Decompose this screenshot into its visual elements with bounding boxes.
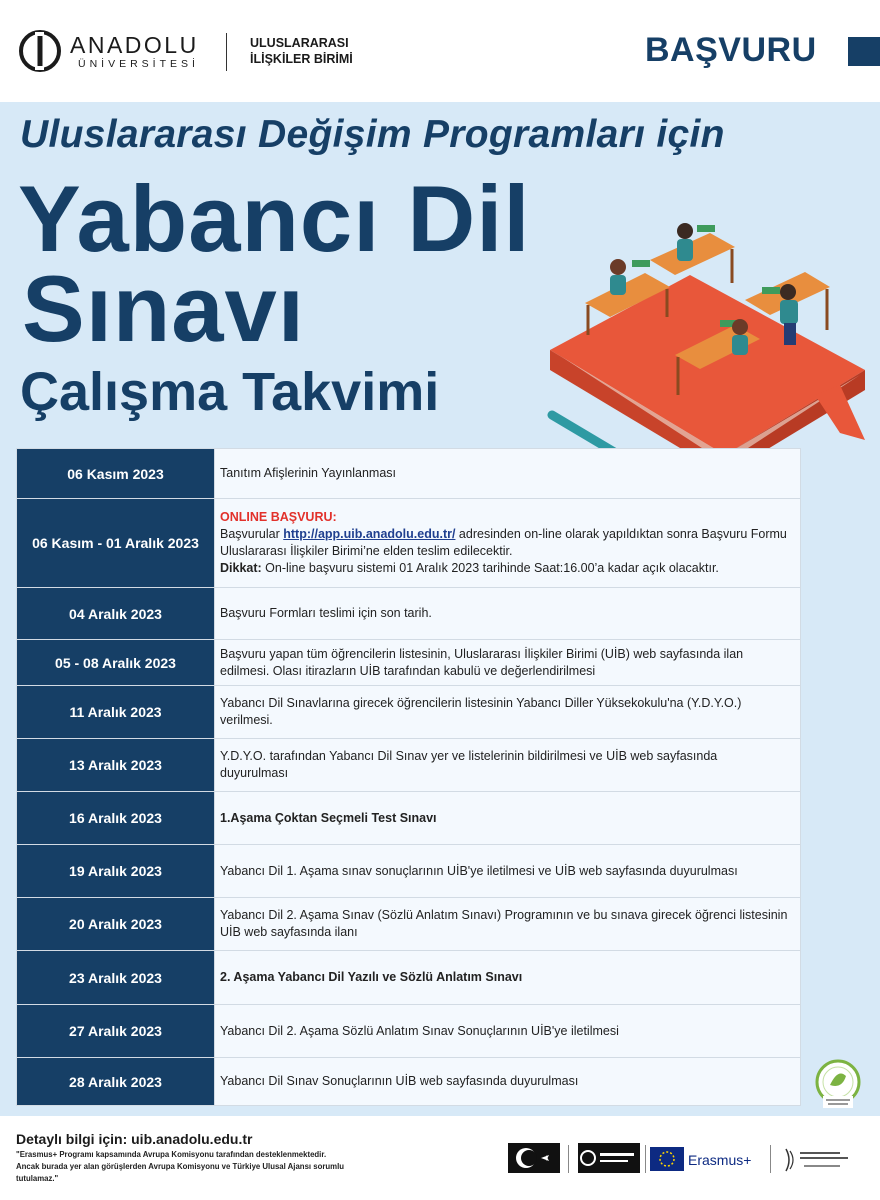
table-row <box>17 1005 801 1058</box>
table-row <box>17 845 801 898</box>
description-cell <box>215 499 801 588</box>
description-cell: 1.Aşama Çoktan Seçmeli Test Sınavı <box>215 792 801 845</box>
logo-separator <box>770 1145 771 1173</box>
date-cell: 06 Kasım 2023 <box>17 449 215 499</box>
date-cell: 11 Aralık 2023 <box>17 686 215 739</box>
table-row <box>17 792 801 845</box>
description-cell: Yabancı Dil 2. Aşama Sözlü Anlatım Sınav Sonuçlarının UİB'ye iletilmesi <box>215 1005 801 1058</box>
description-cell: Başvuru Formları teslimi için son tarih. <box>215 588 801 640</box>
disclaimer-text: "Erasmus+ Programı kapsamında Avrupa Komisyonu tarafından desteklenmektedir. Ancak burada yer alan görüşlerden Avrupa Komisyonu ve Türkiye Ulusal Ajansı sorumlu tutulamaz." <box>16 1150 344 1183</box>
partner-logos <box>508 1141 868 1177</box>
warning-label: Dikkat: <box>220 561 262 575</box>
national-agency-logo-icon <box>578 1143 640 1173</box>
date-cell: 23 Aralık 2023 <box>17 951 215 1005</box>
table-row <box>17 686 801 739</box>
logo-separator <box>645 1145 646 1173</box>
application-link[interactable]: http://app.uib.anadolu.edu.tr/ <box>283 527 456 541</box>
schedule-table <box>16 448 801 1106</box>
date-cell: 20 Aralık 2023 <box>17 898 215 951</box>
eco-print-badge-icon <box>815 1058 861 1112</box>
page-title-line3: Çalışma Takvimi <box>20 362 440 422</box>
table-row <box>17 739 801 792</box>
unit-name-line1: ULUSLARARASI <box>250 36 349 50</box>
table-row <box>17 499 801 588</box>
apply-tag: BAŞVURU <box>645 31 817 69</box>
table-row <box>17 588 801 640</box>
logo-subtitle: ÜNİVERSİTESİ <box>78 58 199 70</box>
unit-name <box>250 35 353 67</box>
logo-name: ANADOLU <box>70 32 199 58</box>
page-title-line1: Yabancı Dil <box>18 166 531 271</box>
description-cell: Yabancı Dil Sınavlarına girecek öğrencilerin listesinin Yabancı Diller Yüksekokulu'na (Y.D.Y.O.) verilmesi. <box>215 686 801 739</box>
page-subtitle: Uluslararası Değişim Programları için <box>20 113 725 156</box>
erasmus-logo-text: Erasmus+ <box>688 1152 752 1168</box>
contact-info: Detaylı bilgi için: uib.anadolu.edu.tr <box>16 1131 253 1147</box>
page-title-line2: Sınavı <box>22 256 305 361</box>
date-cell: 05 - 08 Aralık 2023 <box>17 640 215 686</box>
date-cell: 27 Aralık 2023 <box>17 1005 215 1058</box>
description-cell: Yabancı Dil 2. Aşama Sınav (Sözlü Anlatım Sınavı) Programının ve bu sınava girecek öğrenci listesinin UİB web sayfasında ilanı <box>215 898 801 951</box>
table-row <box>17 898 801 951</box>
turkiye-flag-logo-icon <box>508 1143 560 1173</box>
description-text: adresinden on-line olarak yapıldıktan sonra Başvuru Formu Uluslararası İlişkiler Birimi’ne elden teslim edilecektir. <box>220 527 787 558</box>
online-application-heading: ONLINE BAŞVURU: <box>220 510 337 524</box>
description-cell: 2. Aşama Yabancı Dil Yazılı ve Sözlü Anlatım Sınavı <box>215 951 801 1005</box>
date-cell: 13 Aralık 2023 <box>17 739 215 792</box>
date-cell: 04 Aralık 2023 <box>17 588 215 640</box>
university-logo-icon <box>16 30 64 72</box>
date-cell: 28 Aralık 2023 <box>17 1058 215 1106</box>
table-row <box>17 951 801 1005</box>
description-cell: Yabancı Dil 1. Aşama sınav sonuçlarının UİB'ye iletilmesi ve UİB web sayfasında duyurulması <box>215 845 801 898</box>
date-cell: 16 Aralık 2023 <box>17 792 215 845</box>
date-cell: 19 Aralık 2023 <box>17 845 215 898</box>
description-cell: Y.D.Y.O. tarafından Yabancı Dil Sınav yer ve listelerinin bildirilmesi ve UİB web sayfasında duyurulması <box>215 739 801 792</box>
date-cell: 06 Kasım - 01 Aralık 2023 <box>17 499 215 588</box>
table-row <box>17 449 801 499</box>
description-cell: Yabancı Dil Sınav Sonuçlarının UİB web sayfasında duyurulması <box>215 1058 801 1106</box>
header-divider <box>226 33 227 71</box>
unit-name-line2: İLİŞKİLER BİRİMİ <box>250 52 353 66</box>
eu-flag-icon <box>650 1147 684 1171</box>
logo-separator <box>568 1145 569 1173</box>
warning-text: On-line başvuru sistemi 01 Aralık 2023 tarihinde Saat:16.00’a kadar açık olacaktır. <box>261 561 719 575</box>
description-cell: Tanıtım Afişlerinin Yayınlanması <box>215 449 801 499</box>
description-text: Başvurular <box>220 527 284 541</box>
table-row <box>17 1058 801 1106</box>
university-small-logo-icon <box>782 1145 868 1175</box>
table-row <box>17 640 801 686</box>
apply-tag-bar <box>848 37 880 66</box>
description-cell: Başvuru yapan tüm öğrencilerin listesinin, Uluslararası İlişkiler Birimi (UİB) web sayfasında ilan edilmesi. Olası itirazların UİB tarafından kabulü ve değerlendirilmesi <box>215 640 801 686</box>
